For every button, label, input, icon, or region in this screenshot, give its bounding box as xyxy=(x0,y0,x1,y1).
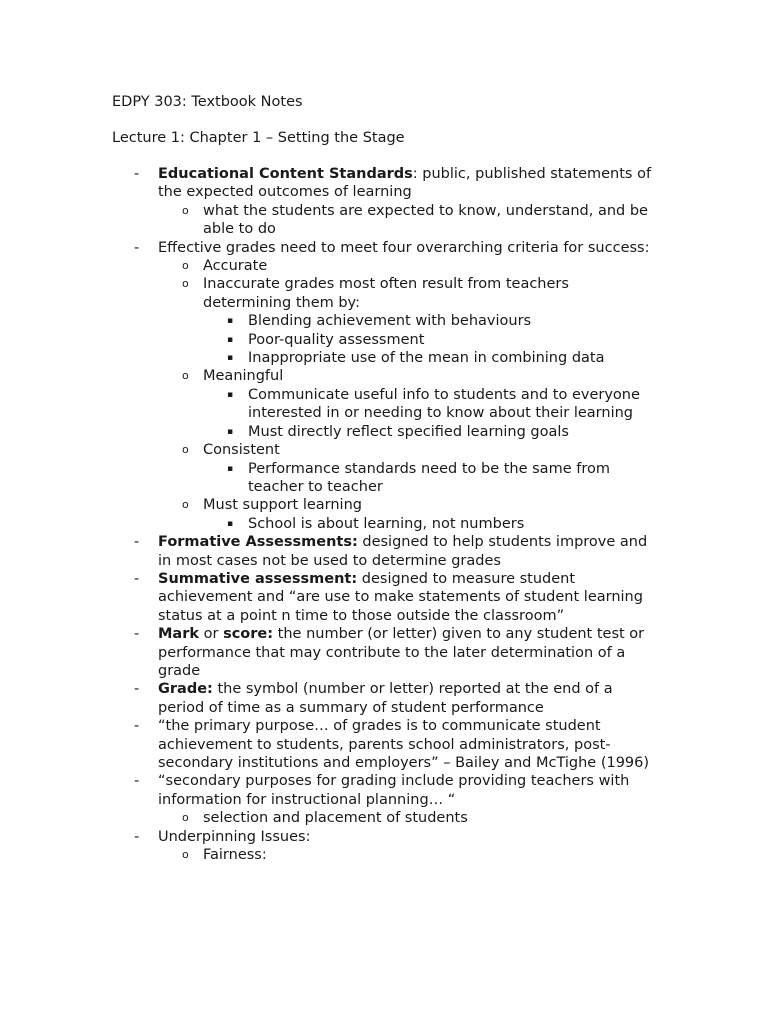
list-item-level-2 xyxy=(0,846,768,864)
item-body: Consistent xyxy=(203,442,280,459)
list-item-level-3 xyxy=(0,349,768,367)
bullet-marker: - xyxy=(134,626,140,643)
item-body: selection and placement of students xyxy=(203,810,468,827)
list-item-level-3 xyxy=(0,460,768,497)
bullet-marker: - xyxy=(134,239,140,256)
bullet-marker: o xyxy=(182,259,189,273)
list-item-text xyxy=(248,460,648,497)
list-item-text xyxy=(248,515,648,533)
list-item-text xyxy=(248,349,648,367)
list-item-level-1 xyxy=(0,570,768,625)
list-item-level-1 xyxy=(0,717,768,772)
list-item-level-1 xyxy=(0,165,768,202)
list-item-text xyxy=(158,165,658,202)
list-item-text xyxy=(248,423,648,441)
term-label: Summative assessment: xyxy=(158,570,358,587)
list-item-level-3 xyxy=(0,423,768,441)
bullet-marker: ▪ xyxy=(227,518,234,529)
list-item-text xyxy=(203,441,653,459)
bullet-marker: o xyxy=(182,443,189,457)
lecture-heading: Lecture 1: Chapter 1 – Setting the Stage xyxy=(112,130,405,146)
list-item-level-2 xyxy=(0,202,768,239)
bullet-marker: o xyxy=(182,277,189,291)
item-body: : public, published statements of the expected outcomes of learning xyxy=(158,166,652,201)
list-item-text xyxy=(158,828,658,846)
item-body: the number (or letter) given to any student test or performance that may contribute to the later determination of a grade xyxy=(158,626,645,679)
list-item-text xyxy=(158,570,658,625)
list-item-text xyxy=(248,386,648,423)
list-item-level-2 xyxy=(0,809,768,827)
list-item-level-1 xyxy=(0,680,768,717)
bullet-marker: ▪ xyxy=(227,316,234,327)
bullet-marker: - xyxy=(134,570,140,587)
item-body: “the primary purpose… of grades is to communicate student achievement to students, parents school administrators, post-secondary institutions and employers” – Bailey and McTighe (1996) xyxy=(158,718,650,771)
list-item-level-2 xyxy=(0,367,768,385)
item-body: Must directly reflect specified learning goals xyxy=(248,423,569,440)
list-item-text xyxy=(203,496,653,514)
item-body: Must support learning xyxy=(203,497,362,514)
list-item-text xyxy=(203,809,653,827)
bullet-marker: ▪ xyxy=(227,463,234,474)
list-item-text xyxy=(203,202,653,239)
list-item-text xyxy=(158,680,658,717)
item-body: Underpinning Issues: xyxy=(158,828,311,845)
list-item-text xyxy=(248,312,648,330)
bullet-marker: o xyxy=(182,369,189,383)
list-item-level-2 xyxy=(0,441,768,459)
list-item-text xyxy=(248,331,648,349)
list-item-text xyxy=(158,625,658,680)
item-body: Poor-quality assessment xyxy=(248,331,425,348)
item-body: Fairness: xyxy=(203,847,267,864)
list-item-text xyxy=(203,275,653,312)
term-label: Formative Assessments: xyxy=(158,534,358,551)
list-item-level-1 xyxy=(0,772,768,809)
list-item-level-1 xyxy=(0,625,768,680)
list-item-text xyxy=(158,533,658,570)
bullet-marker: - xyxy=(134,166,140,182)
item-body: Meaningful xyxy=(203,368,284,385)
list-item-level-1 xyxy=(0,828,768,846)
list-item-text xyxy=(203,846,653,864)
bullet-marker: o xyxy=(182,848,189,862)
list-item-text xyxy=(203,257,653,275)
item-body: Communicate useful info to students and to everyone interested in or needing to know about their learning xyxy=(248,386,640,422)
term-label: Grade: xyxy=(158,681,213,698)
item-body: designed to help students improve and in most cases not be used to determine grades xyxy=(158,534,648,569)
list-item-level-3 xyxy=(0,331,768,349)
bullet-marker: - xyxy=(134,534,140,551)
list-item-level-3 xyxy=(0,386,768,423)
bullet-marker: - xyxy=(134,828,140,845)
item-body: Blending achievement with behaviours xyxy=(248,313,532,330)
item-body: Inappropriate use of the mean in combining data xyxy=(248,350,605,367)
bullet-marker: ▪ xyxy=(227,389,234,400)
list-item-level-3 xyxy=(0,312,768,330)
bullet-marker: ▪ xyxy=(227,353,234,364)
list-item-level-2 xyxy=(0,257,768,275)
bullet-marker: o xyxy=(182,203,189,217)
list-item-level-1 xyxy=(0,533,768,570)
list-item-text xyxy=(158,772,658,809)
item-body: the symbol (number or letter) reported at the end of a period of time as a summary of student performance xyxy=(158,681,613,716)
bullet-marker: o xyxy=(182,811,189,825)
bullet-marker: ▪ xyxy=(227,426,234,437)
item-body: Accurate xyxy=(203,258,268,275)
bullet-marker: - xyxy=(134,681,140,698)
item-body: what the students are expected to know, understand, and be able to do xyxy=(203,202,648,238)
item-body: “secondary purposes for grading include providing teachers with information for instructional planning… “ xyxy=(158,773,630,808)
term-label: Educational Content Standards xyxy=(158,166,413,182)
term-label: Mark xyxy=(158,626,200,643)
bullet-marker: - xyxy=(134,773,140,790)
list-item-level-2 xyxy=(0,275,768,312)
term-label: score: xyxy=(223,626,274,643)
list-item-level-1 xyxy=(0,239,768,257)
term-connector: or xyxy=(199,626,224,643)
list-item-text xyxy=(203,367,653,385)
item-body: Performance standards need to be the same from teacher to teacher xyxy=(248,460,610,495)
item-body: School is about learning, not numbers xyxy=(248,515,525,532)
list-item-level-2 xyxy=(0,496,768,514)
bullet-marker: - xyxy=(134,718,140,735)
list-item-text xyxy=(158,717,658,772)
bullet-marker: ▪ xyxy=(227,334,234,345)
document-title: EDPY 303: Textbook Notes xyxy=(112,94,303,110)
bullet-marker: o xyxy=(182,498,189,512)
item-body: Effective grades need to meet four overarching criteria for success: xyxy=(158,239,650,256)
item-body: designed to measure student achievement and “are use to make statements of student learning status at a point n time to those outside the classroom” xyxy=(158,570,643,624)
list-item-level-3 xyxy=(0,515,768,533)
list-item-text xyxy=(158,239,658,257)
item-body: Inaccurate grades most often result from teachers determining them by: xyxy=(203,276,569,311)
notes-list xyxy=(0,165,768,864)
